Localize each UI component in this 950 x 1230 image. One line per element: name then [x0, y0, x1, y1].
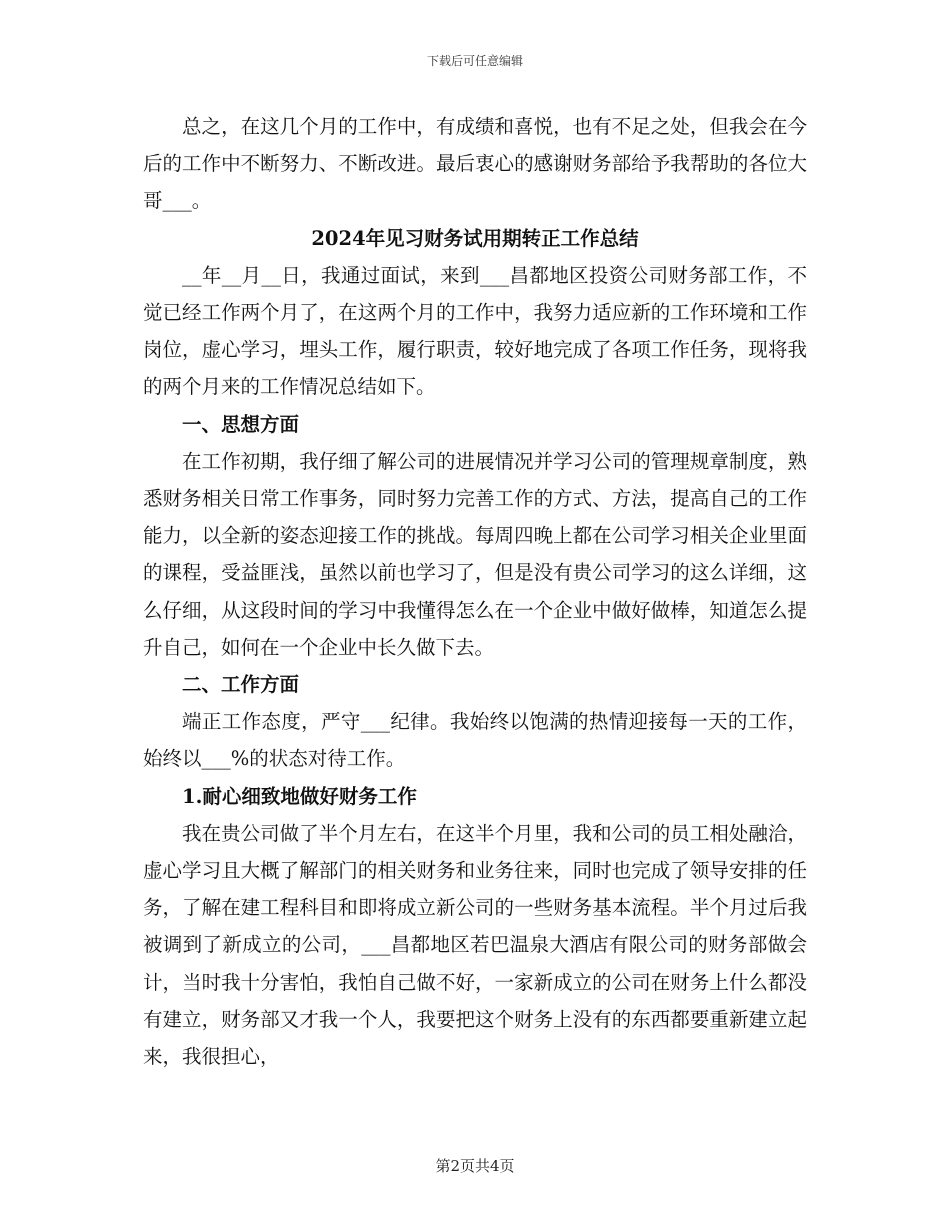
document-body — [143, 108, 807, 1075]
section-heading-thought: 一、思想方面 — [182, 412, 300, 436]
subsection-heading-finance: 1.耐心细致地做好财务工作 — [182, 784, 417, 808]
subsection-paragraph-finance: 我在贵公司做了半个月左右，在这半个月里，我和公司的员工相处融洽，虚心学习且大概了解部门的相关财务和业务往来，同时也完成了领导安排的任务，了解在建工程科目和即将成立新公司的一些财务基本流程。半个月过后我被调到了新成立的公司，___昌都地区若巴温泉大酒店有限公司的财务部做会计，当时我十分害怕，我怕自己做不好，一家新成立的公司在财务上什么都没有建立，财务部又才我一个人，我要把这个财务上没有的东西都要重新建立起来，我很担心， — [143, 821, 807, 1069]
opening-paragraph: __年__月__日，我通过面试，来到___昌都地区投资公司财务部工作，不觉已经工作两个月了，在这两个月的工作中，我努力适应新的工作环境和工作岗位，虚心学习，埋头工作，履行职责，较好地完成了各项工作任务，现将我的两个月来的工作情况总结如下。 — [143, 263, 807, 399]
section-paragraph-thought: 在工作初期，我仔细了解公司的进展情况并学习公司的管理规章制度，熟悉财务相关日常工作事务，同时努力完善工作的方式、方法，提高自己的工作能力，以全新的姿态迎接工作的挑战。每周四晚上都在公司学习相关企业里面的课程，受益匪浅，虽然以前也学习了，但是没有贵公司学习的这么详细，这么仔细，从这段时间的学习中我懂得怎么在一个企业中做好做棒，知道怎么提升自己，如何在一个企业中长久做下去。 — [143, 449, 807, 659]
section-heading-work: 二、工作方面 — [182, 673, 300, 697]
page-header: 下载后可任意编辑 — [426, 54, 523, 68]
intro-paragraph: 总之，在这几个月的工作中，有成绩和喜悦，也有不足之处，但我会在今后的工作中不断努力、不断改进。最后衷心的感谢财务部给予我帮助的各位大哥___。 — [143, 115, 807, 213]
page-number: 第2页共4页 — [435, 1157, 515, 1175]
section-paragraph-work: 端正工作态度，严守___纪律。我始终以饱满的热情迎接每一天的工作，始终以___%的状态对待工作。 — [143, 710, 807, 771]
document-title: 2024年见习财务试用期转正工作总结 — [311, 226, 639, 250]
